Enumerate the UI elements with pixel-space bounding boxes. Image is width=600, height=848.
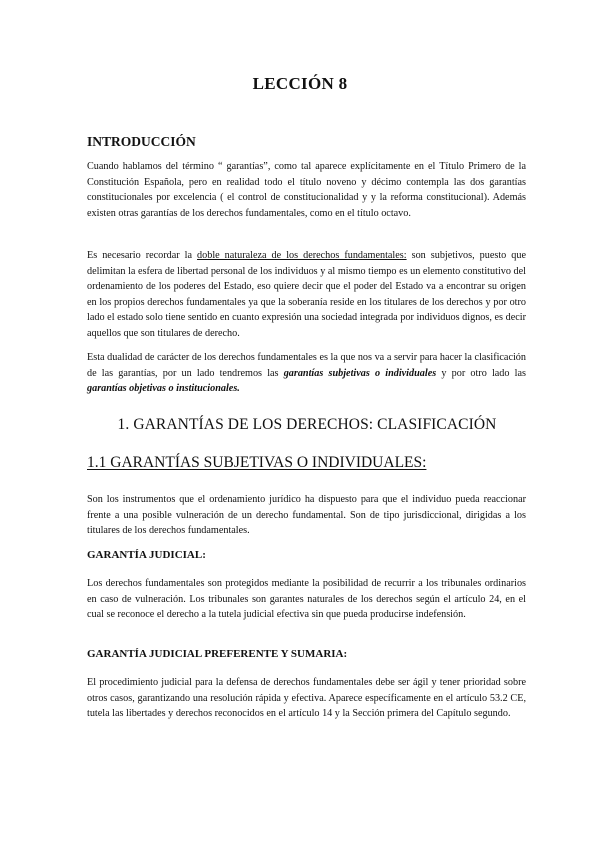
- intro-heading: INTRODUCCIÓN: [87, 134, 196, 149]
- subjective-guarantees-term: garantías subjetivas o individuales: [283, 367, 437, 379]
- subjective-paragraph: Son los instrumentos que el ordenamiento jurídico ha dispuesto para que el individuo pueda reaccionar frente a una posible vulneración de un derecho fundamental. Son de tipo jurisdiccional, dirigidas a los titulares de los derechos fundamentales.: [87, 494, 526, 537]
- intro-paragraph: Cuando hablamos del término “ garantías”, como tal aparece explícitamente en el Título Primero de la Constitución Española, pero en realidad todo el título noveno y décimo contempla las dos garantías constitucionales por excelencia ( el control de constitucionalidad y y la reforma constitucional). Además existen otras garantías de los derechos fundamentales, como en el título octavo.: [87, 161, 526, 219]
- objective-guarantees-term: garantías objetivas o institucionales.: [87, 383, 240, 395]
- dual-nature-text-after: son subjetivos, puesto que delimitan la esfera de libertad personal de los individuos y al mismo tiempo es un elemento constitutivo del ordenamiento de los poderes del Estado, eso quiere decir que el poder del Estado va a encontrar su origen en los propios derechos fundamentales ya que la soberanía reside en los titulares de los derechos y por otro lado el estado solo tiene sentido en cuanto expresión una sociedad integrada por individuos dignos, es decir aquellos que son titulares de derecho.: [87, 250, 526, 339]
- dual-nature-underlined: doble naturaleza de los derechos fundamentales:: [197, 250, 407, 261]
- preferente-paragraph: El procedimiento judicial para la defensa de derechos fundamentales debe ser ágil y tener prioridad sobre otros casos, garantizando una resolución rápida y efectiva. Aparece específicamente en el artículo 53.2 CE, tutela las libertades y derechos reconocidos en el artículo 14 y la Sección primera del Capítulo segundo.: [87, 677, 526, 720]
- classification-text-before: Esta dualidad de carácter de los derechos fundamentales es la que nos va a servir para hacer la clasificación de las garantías, por un lado tendremos las: [87, 352, 526, 379]
- classification-text-middle: y por otro lado las: [436, 367, 526, 379]
- judicial-heading: GARANTÍA JUDICIAL:: [87, 549, 206, 561]
- dual-nature-text-before: Es necesario recordar la: [87, 250, 198, 261]
- dual-nature-paragraph: [87, 248, 526, 342]
- section-heading: 1. GARANTÍAS DE LOS DERECHOS: CLASIFICACIÓN: [117, 416, 497, 433]
- subsection-heading: 1.1 GARANTÍAS SUBJETIVAS O INDIVIDUALES:: [87, 454, 427, 471]
- judicial-paragraph: Los derechos fundamentales son protegidos mediante la posibilidad de recurrir a los tribunales ordinarios en caso de vulneración. Los tribunales son garantes naturales de los derechos según el artículo 24, en el cual se reconoce el derecho a la tutela judicial efectiva sin que pueda producirse indefensión.: [87, 578, 526, 621]
- classification-paragraph: [87, 350, 526, 397]
- preferente-heading: GARANTÍA JUDICIAL PREFERENTE Y SUMARIA:: [87, 648, 348, 660]
- lesson-title: LECCIÓN 8: [252, 74, 348, 93]
